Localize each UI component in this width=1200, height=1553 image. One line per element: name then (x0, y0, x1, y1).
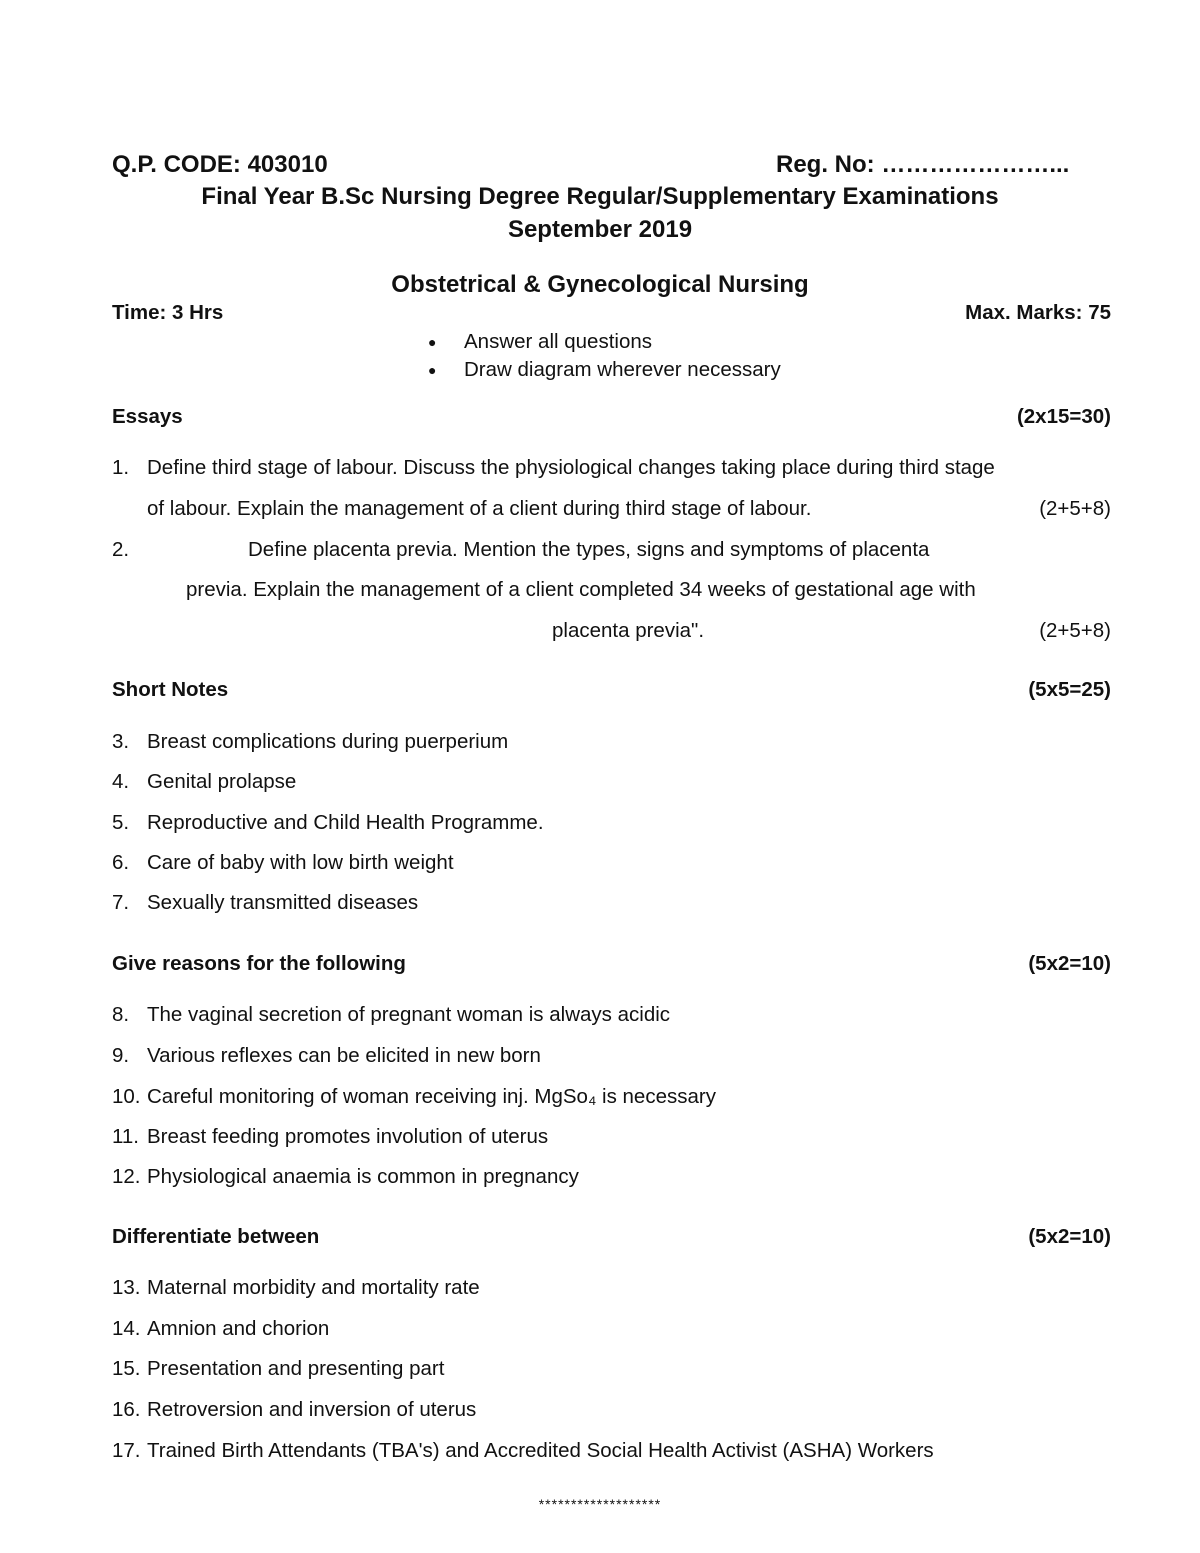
exam-title: Final Year B.Sc Nursing Degree Regular/Supplementary Examinations (201, 183, 999, 210)
instruction-item: Draw diagram wherever necessary (464, 358, 781, 381)
instruction-item: Answer all questions (464, 330, 653, 353)
bullet-icon: ● (428, 362, 437, 378)
section-marks-reasons: (5x2=10) (1028, 952, 1111, 975)
bullet-icon: ● (428, 334, 437, 350)
question-number: 9. (112, 1044, 130, 1067)
question-text: of labour. Explain the management of a client during third stage of labour. (147, 497, 812, 520)
section-marks-essays: (2x15=30) (1016, 405, 1111, 428)
question-text: Genital prolapse (147, 770, 297, 793)
exam-date: September 2019 (507, 216, 693, 243)
question-text: placenta previa". (552, 619, 705, 642)
section-marks-short-notes: (5x5=25) (1028, 678, 1111, 701)
exam-time: Time: 3 Hrs (112, 301, 224, 324)
subject-title: Obstetrical & Gynecological Nursing (391, 271, 809, 298)
question-number: 3. (112, 730, 130, 753)
question-text: Trained Birth Attendants (TBA's) and Accredited Social Health Activist (ASHA) Workers (147, 1439, 934, 1462)
qp-code: Q.P. CODE: 403010 (112, 151, 328, 178)
question-text: previa. Explain the management of a client completed 34 weeks of gestational age with (186, 578, 976, 601)
question-number: 14. (112, 1317, 141, 1340)
question-marks: (2+5+8) (1039, 619, 1111, 642)
question-text: Sexually transmitted diseases (147, 891, 419, 914)
question-number: 5. (112, 811, 130, 834)
question-number: 4. (112, 770, 130, 793)
question-marks: (2+5+8) (1039, 497, 1111, 520)
question-number: 7. (112, 891, 130, 914)
question-text: Careful monitoring of woman receiving inj. MgSo₄ is necessary (147, 1085, 716, 1108)
question-number: 11. (112, 1125, 139, 1148)
question-text: Various reflexes can be elicited in new born (147, 1044, 541, 1067)
question-text: Maternal morbidity and mortality rate (147, 1276, 480, 1299)
question-text: The vaginal secretion of pregnant woman is always acidic (147, 1003, 671, 1026)
question-number: 16. (112, 1398, 141, 1421)
question-number: 12. (112, 1165, 141, 1188)
question-text: Breast complications during puerperium (147, 730, 509, 753)
section-heading-short-notes: Short Notes (112, 678, 229, 701)
question-number: 13. (112, 1276, 141, 1299)
question-text: Define third stage of labour. Discuss the physiological changes taking place during third stage (147, 456, 995, 479)
max-marks: Max. Marks: 75 (965, 301, 1111, 324)
question-text: Amnion and chorion (147, 1317, 330, 1340)
section-heading-essays: Essays (112, 405, 183, 428)
section-marks-differentiate: (5x2=10) (1028, 1225, 1111, 1248)
question-text: Retroversion and inversion of uterus (147, 1398, 477, 1421)
question-number: 8. (112, 1003, 130, 1026)
section-heading-differentiate: Differentiate between (112, 1225, 320, 1248)
end-of-paper-marker: ******************* (538, 1496, 662, 1512)
question-text: Breast feeding promotes involution of uterus (147, 1125, 549, 1148)
question-number: 17. (112, 1439, 141, 1462)
question-text: Define placenta previa. Mention the types, signs and symptoms of placenta (248, 538, 930, 561)
question-text: Reproductive and Child Health Programme. (147, 811, 544, 834)
question-number: 2. (112, 538, 130, 561)
question-text: Presentation and presenting part (147, 1357, 445, 1380)
question-number: 10. (112, 1085, 141, 1108)
question-number: 1. (112, 456, 130, 479)
question-text: Care of baby with low birth weight (147, 851, 454, 874)
section-heading-reasons: Give reasons for the following (112, 952, 406, 975)
reg-no: Reg. No: …………………... (776, 151, 1070, 178)
question-number: 6. (112, 851, 130, 874)
question-text: Physiological anaemia is common in pregnancy (147, 1165, 579, 1188)
question-number: 15. (112, 1357, 141, 1380)
